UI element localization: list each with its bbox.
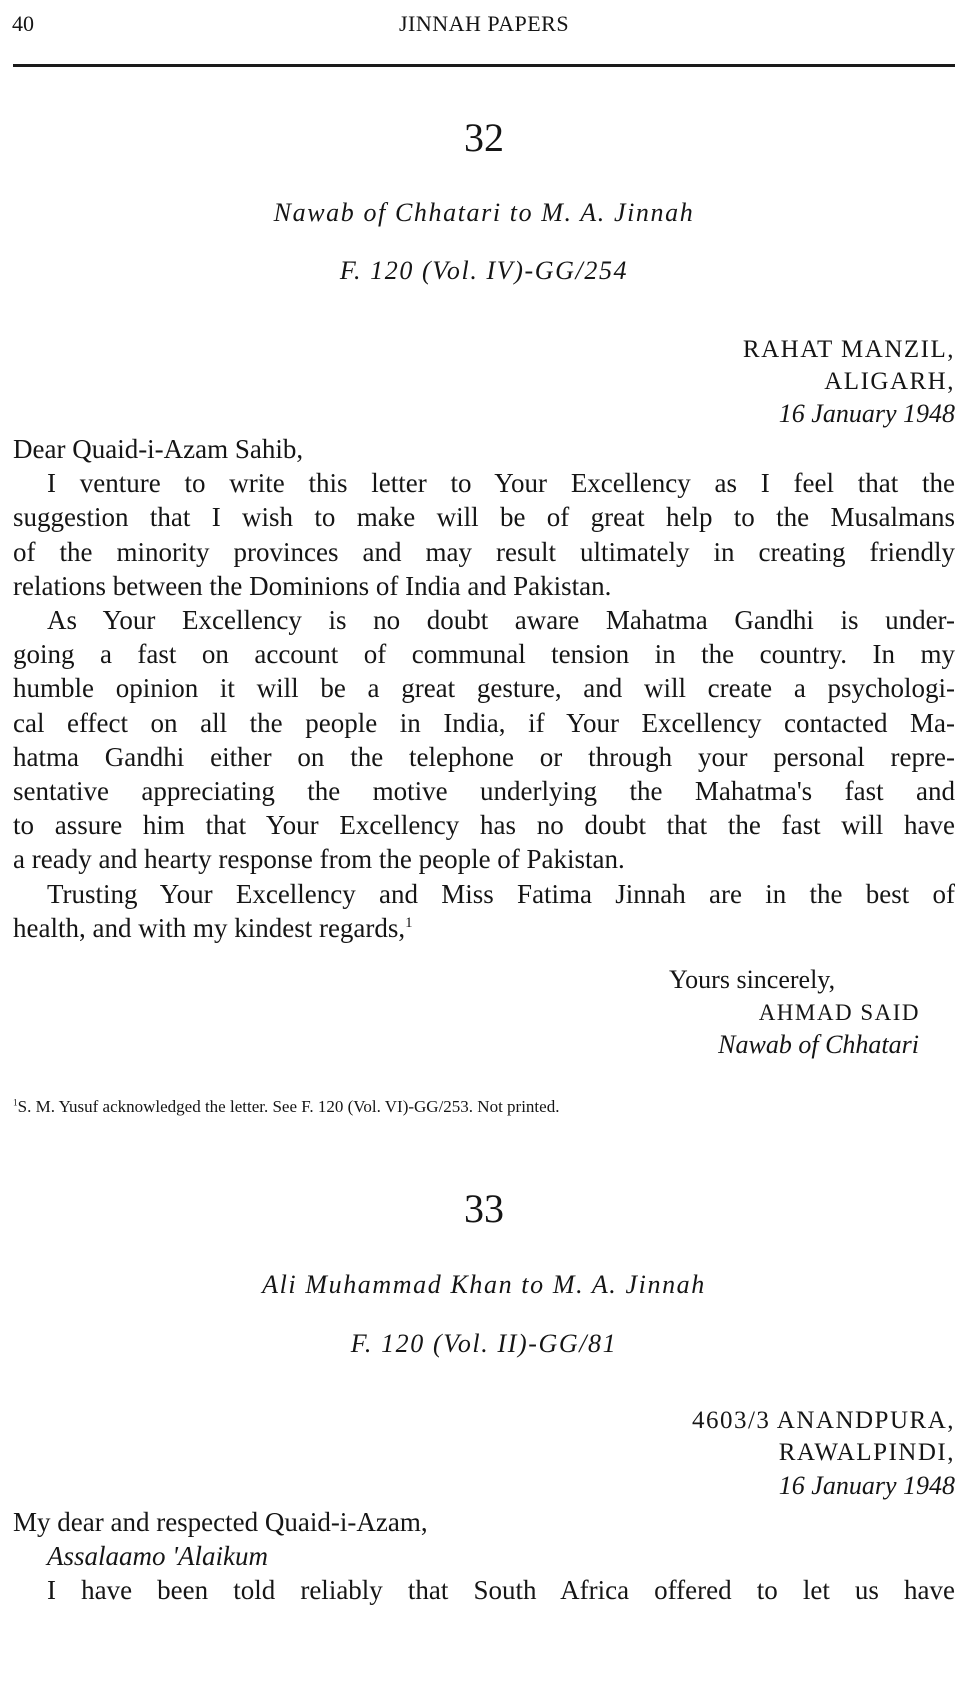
salutation: My dear and respected Quaid-i-Azam, [13, 1507, 428, 1537]
address-line: 4603/3 ANANDPURA, [691, 1407, 955, 1434]
document-number: 33 [464, 1186, 504, 1231]
signatory: AHMAD SAID [758, 1000, 920, 1025]
greeting: Assalaamo 'Alaikum [47, 1541, 269, 1572]
header-rule [13, 64, 955, 67]
paragraph-line: humble opinion it will be a great gesture, and will create a psychologi- [13, 673, 955, 704]
footnote-reference: 1 [405, 914, 413, 931]
document-reference: F. 120 (Vol. IV)-GG/254 [339, 256, 629, 285]
paragraph-line: hatma Gandhi either on the telephone or through your personal repre- [13, 741, 955, 772]
paragraph-line: going a fast on account of communal tension in the country. In my [13, 639, 955, 670]
paragraph-line: sentative appreciating the motive underlying the Mahatma's fast and [13, 776, 955, 807]
footnote-marker: 1 [13, 1098, 18, 1109]
paragraph-line: suggestion that I wish to make will be of great help to the Musalmans [13, 502, 955, 533]
paragraph-line: I venture to write this letter to Your Excellency as I feel that the [47, 468, 955, 499]
letter-date: 16 January 1948 [778, 399, 955, 428]
letter-body [13, 432, 955, 945]
closing: Yours sincerely, [669, 965, 836, 994]
paragraph-line: Trusting Your Excellency and Miss Fatima Jinnah are in the best of [47, 878, 955, 909]
document-reference: F. 120 (Vol. II)-GG/81 [350, 1329, 618, 1358]
letter-date: 16 January 1948 [778, 1471, 955, 1500]
paragraph-line: of the minority provinces and may result ultimately in creating friendly [13, 536, 955, 567]
footnote [13, 1090, 559, 1124]
document-title: Ali Muhammad Khan to M. A. Jinnah [262, 1270, 706, 1299]
paragraph-line: relations between the Dominions of India and Pakistan. [13, 570, 612, 601]
paragraph-line: I have been told reliably that South Africa offered to let us have [47, 1575, 955, 1606]
running-title: JINNAH PAPERS [398, 11, 570, 36]
signatory-title: Nawab of Chhatari [718, 1030, 919, 1059]
paragraph-line: cal effect on all the people in India, if Your Excellency contacted Ma- [13, 707, 955, 738]
salutation: Dear Quaid-i-Azam Sahib, [13, 434, 304, 464]
document-number: 32 [464, 115, 504, 160]
address-line: RAHAT MANZIL, [742, 336, 955, 363]
letter-body [13, 1505, 955, 1608]
paragraph-line: to assure him that Your Excellency has no doubt that the fast will have [13, 810, 955, 841]
footnote-text: S. M. Yusuf acknowledged the letter. See F. 120 (Vol. VI)-GG/253. Not printed. [17, 1097, 560, 1116]
paragraph-line: As Your Excellency is no doubt aware Mahatma Gandhi is under- [47, 605, 955, 636]
address-line: RAWALPINDI, [778, 1439, 955, 1466]
document-title: Nawab of Chhatari to M. A. Jinnah [273, 198, 695, 227]
paragraph-line: a ready and hearty response from the people of Pakistan. [13, 844, 625, 875]
address-line: ALIGARH, [824, 368, 955, 395]
page-number: 40 [12, 11, 34, 36]
paragraph-line: health, and with my kindest regards, [13, 912, 406, 943]
